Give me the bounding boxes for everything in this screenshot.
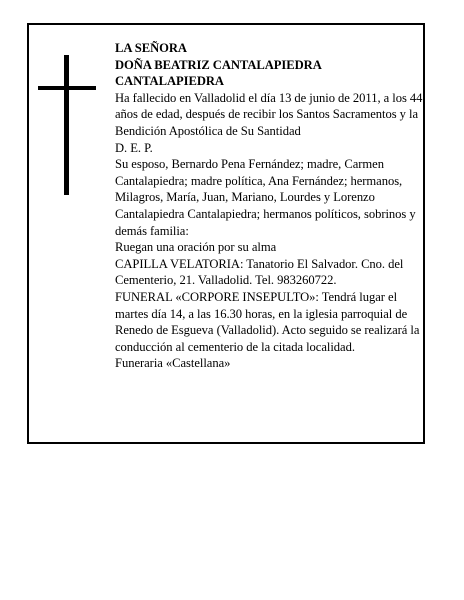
obituary-text [115,40,433,372]
deceased-name-line-1: DOÑA BEATRIZ CANTALAPIEDRA [115,57,322,72]
cross-icon-crossbar [38,86,96,90]
chapel-info: CAPILLA VELATORIA: Tanatorio El Salvador. Cno. del Cementerio, 21. Valladolid. Tel. 983260722. [115,256,404,288]
funeral-info: FUNERAL «CORPORE INSEPULTO»: Tendrá lugar el martes día 14, a las 16.30 horas, en la iglesia parroquial de Renedo de Esgueva (Valladolid). Acto seguido se realizará la conducción al cementerio de la citada localidad. [115,289,420,354]
death-announcement: Ha fallecido en Valladolid el día 13 de junio de 2011, a los 44 años de edad, después de recibir los Santos Sacramentos y la Bendición Apostólica de Su Santidad [115,90,423,138]
rip-text: D. E. P. [115,140,153,155]
prayer-request: Ruegan una oración por su alma [115,240,277,255]
cross-icon [64,55,69,195]
notice-heading: LA SEÑORA [115,41,187,55]
deceased-name-line-2: CANTALAPIEDRA [115,74,224,89]
family-list: Su esposo, Bernardo Pena Fernández; madre, Carmen Cantalapiedra; madre política, Ana Fernández; hermanos, Milagros, María, Juan, Mariano, Lourdes y Lorenzo Cantalapiedra Cantalapiedra; hermanos políticos, sobrinos y demás familia: [115,157,416,238]
funeral-home: Funeraria «Castellana» [115,356,231,371]
